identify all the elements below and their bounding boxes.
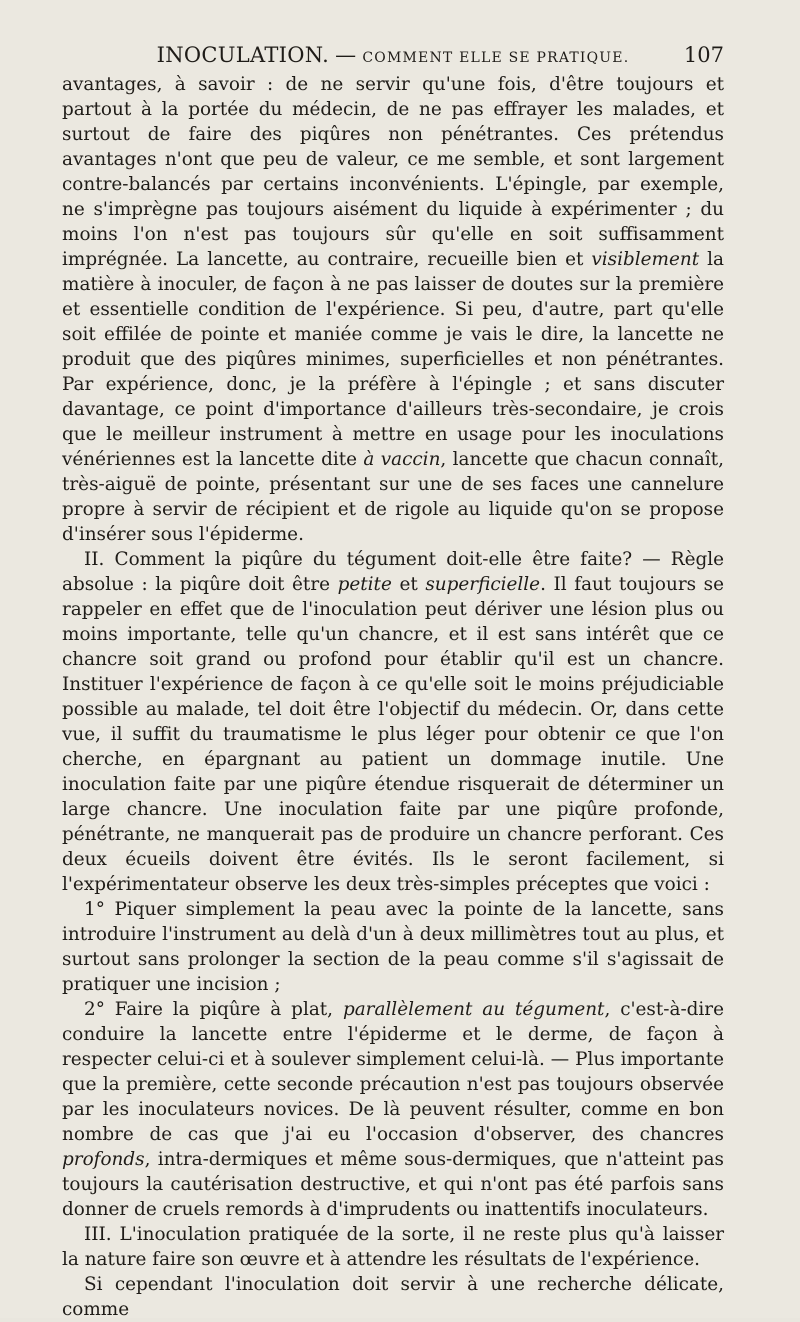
page-header (62, 40, 724, 70)
text-run: la matière à inoculer, de façon à ne pas laisser de doutes sur la première et essentielle condition de l'expérience. Si peu, d'autre, part qu'elle soit effilée de pointe et maniée comme je vais le dire, la lancette ne produit que des piqûres minimes, superficielles et non pénétrantes. Par expérience, donc, je la préfère à l'épingle ; et sans discuter davantage, ce point d'importance d'ailleurs très-secondaire, je crois que le meilleur instrument à mettre en usage pour les inoculations vénériennes est la lancette dite (62, 249, 724, 470)
italic-text: profonds (62, 1149, 145, 1170)
text-run: , intra-dermiques et même sous-dermiques, que n'atteint pas toujours la cautérisation destructive, et qui n'ont pas été parfois sans donner de cruels remords à d'imprudents ou inattentifs inoculateurs. (62, 1149, 724, 1220)
italic-text: superficielle (425, 574, 541, 595)
text-run: , c'est-à-dire conduire la lancette entre l'épiderme et le derme, de façon à respecter celui-ci et à soulever simplement celui-là. — Plus importante que la première, cette seconde précaution n'est pas toujours observée par les inoculateurs novices. De là peuvent résulter, comme en bon nombre de cas que j'ai eu l'occasion d'observer, des chancres (62, 999, 724, 1145)
paragraph (62, 1272, 724, 1322)
text-run: II. Comment la piqûre du tégument doit-elle être faite? — Règle absolue : la piqûre doit être (62, 549, 724, 595)
paragraph (62, 897, 724, 997)
paragraph (62, 547, 724, 897)
text-run: . Il faut toujours se rappeler en effet que de l'inoculation peut dériver une lésion plus ou moins importante, telle qu'un chancre, et il est sans intérêt que ce chancre soit grand ou profond pour établir qu'il est un chancre. Instituer l'expérience de façon à ce qu'elle soit le moins préjudiciable possible au malade, tel doit être l'objectif du médecin. Or, dans cette vue, il suffit du traumatisme le plus léger pour obtenir ce que l'on cherche, en épargnant au patient un dommage inutile. Une inoculation faite par une piqûre étendue risquerait de déterminer un large chancre. Une inoculation faite par une piqûre profonde, pénétrante, ne manquerait pas de produire un chancre perforant. Ces deux écueils doivent être évités. Ils le seront facilement, si l'expérimentateur observe les deux très-simples préceptes que voici : (62, 574, 725, 895)
text-run: III. L'inoculation pratiquée de la sorte, il ne reste plus qu'à laisser la nature faire son œuvre et à attendre les résultats de l'expérience. (62, 1224, 724, 1270)
text-run: 2° Faire la piqûre à plat, (84, 999, 343, 1020)
text-run: Si cependant l'inoculation doit servir à une recherche délicate, comme (62, 1274, 724, 1320)
text-run: avantages, à savoir : de ne servir qu'une fois, d'être toujours et partout à la portée du médecin, de ne pas effrayer les malades, et surtout de faire des piqûres non pénétrantes. Ces prétendus avantages n'ont que peu de valeur, ce me semble, et sont largement contre-balancés par certains inconvénients. L'épingle, par exemple, ne s'imprègne pas toujours aisément du liquide à expérimenter ; du moins l'on n'est pas toujours sûr qu'elle en soit suffisamment imprégnée. La lancette, au contraire, recueille bien et (62, 74, 724, 270)
paragraph (62, 72, 724, 547)
running-title (62, 40, 724, 73)
italic-text: petite (337, 574, 392, 595)
paragraph (62, 1222, 724, 1272)
body-text (62, 72, 724, 1322)
text-run: et (391, 574, 426, 595)
running-title-main: INOCULATION. (156, 43, 330, 67)
paragraph (62, 997, 724, 1222)
text-run: , lancette que chacun connaît, très-aiguë de pointe, présentant sur une de ses faces une cannelure propre à servir de récipient et de rigole au liquide qu'on se propose d'insérer sous l'épiderme. (62, 449, 724, 545)
italic-text: à vaccin (363, 449, 441, 470)
page-number: 107 (683, 43, 724, 67)
running-title-sub: COMMENT ELLE SE PRATIQUE. (362, 50, 630, 66)
italic-text: parallèlement au tégument (342, 999, 605, 1020)
running-title-separator: — (335, 43, 357, 67)
italic-text: visiblement (591, 249, 700, 270)
text-run: 1° Piquer simplement la peau avec la pointe de la lancette, sans introduire l'instrument au delà d'un à deux millimètres tout au plus, et surtout sans prolonger la section de la peau comme s'il s'agissait de pratiquer une incision ; (62, 899, 724, 995)
